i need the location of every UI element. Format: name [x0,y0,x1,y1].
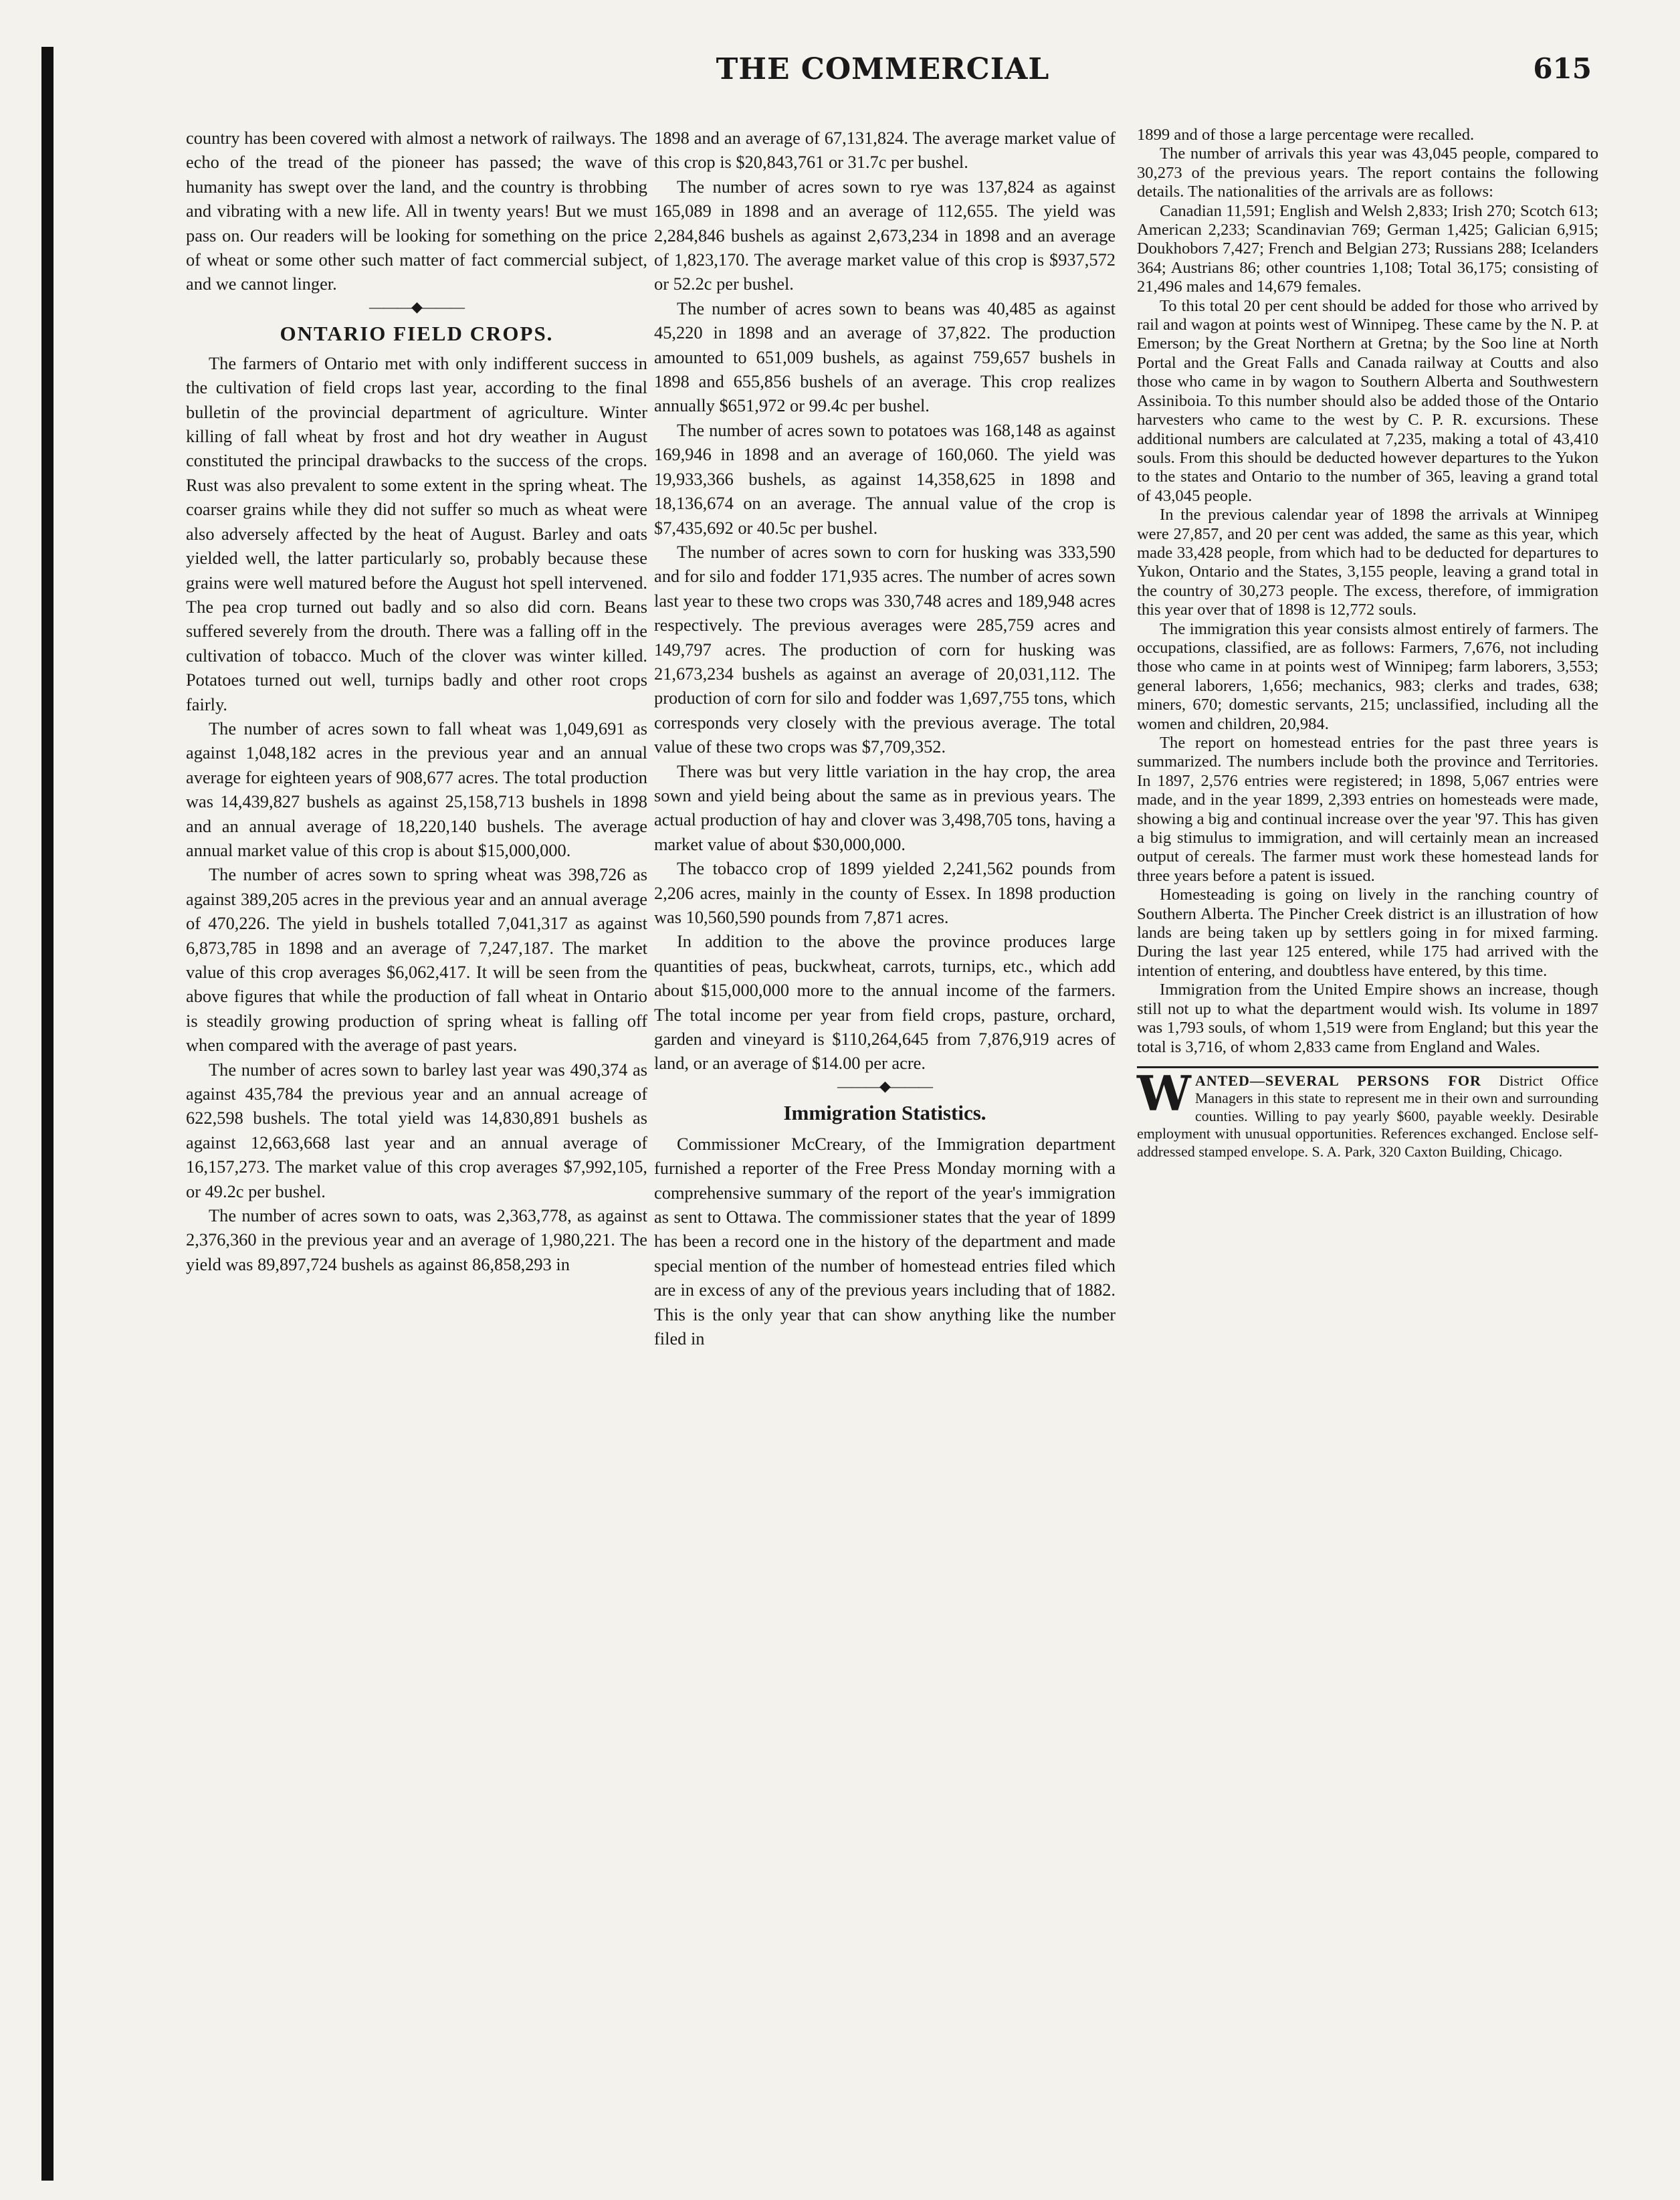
classified-advertisement [1137,1066,1598,1161]
paragraph: Immigration from the United Empire shows an increase, though still not up to what the department would wish. Its volume in 1897 was 1,793 souls, of whom 1,519 were from England; but this year the total is 3,716, of whom 2,833 came from England and Wales. [1137,981,1598,1056]
paragraph: The number of acres sown to barley last year was 490,374 as against 435,784 the previous year and an annual acreage of 622,598 bushels. The total yield was 14,830,891 bushels as against 12,663,668 last year and an annual average of 16,157,273. The market value of this crop averages $7,992,105, or 49.2c per bushel. [186,1059,647,1201]
binding-edge [41,47,54,2181]
paragraph: The tobacco crop of 1899 yielded 2,241,562 pounds from 2,206 acres, mainly in the county of Essex. In 1898 production was 10,560,590 pounds from 7,871 acres. [654,858,1116,927]
ad-drop-cap: W [1137,1064,1191,1122]
masthead: THE COMMERCIAL [716,52,1050,86]
article-heading-immigration-statistics: Immigration Statistics. [783,1100,986,1124]
page-header [174,52,1592,99]
paragraph: In the previous calendar year of 1898 the arrivals at Winnipeg were 27,857, and 20 per cent was added, the same as this year, which made 33,428 people, from which had to be deducted for departures to Yukon, Ontario and the States, 3,155 people, leaving a grand total in the country of 30,273 people. The excess, therefore, of immigration this year over that of 1898 is 12,772 souls. [1137,506,1598,619]
paragraph: 1898 and an average of 67,131,824. The average market value of this crop is $20,843,761 or 31.7c per bushel. [654,128,1116,173]
paragraph: The report on homestead entries for the past three years is summarized. The numbers include both the province and Territories. In 1897, 2,576 entries were registered; in 1898, 5,067 entries were made, and in the year 1899, 2,393 entries on homesteads were made, showing a big and continual increase over the year '97. This has given a big stimulus to immigration, and will certainly mean an increased output of cereals. The farmer must work these homestead lands for three years before a patent is issued. [1137,734,1598,885]
paragraph: Homesteading is going on lively in the ranching country of Southern Alberta. The Pincher Creek district is an illustration of how lands are being taken up by settlers going in for mixed farming. During the last year 125 entered, while 175 had arrived with the intention of entering, and doubtless have entered, by this time. [1137,886,1598,980]
paragraph: 1899 and of those a large percentage were recalled. [1137,126,1475,144]
paragraph: The number of acres sown to beans was 40,485 as against 45,220 in 1898 and an average of 37,822. The production amounted to 651,009 bushels, as against 759,657 bushels in 1898 and 655,856 bushels of an average. This crop realizes annually $651,972 or 99.4c per bushel. [654,298,1116,416]
ad-body: District Office Managers in this state to represent me in their own and surrounding counties. Willing to pay yearly $600, payable weekly. Desirable employment with unusual opportunities. References exchanged. Enclose self-addressed stamped envelope. S. A. Park, 320 Caxton Building, Chicago. [1137,1072,1598,1160]
paragraph: The farmers of Ontario met with only indifferent success in the cultivation of field crops last year, according to the final bulletin of the provincial department of agriculture. Winter killing of fall wheat by frost and hot dry weather in August constituted the principal drawbacks to the success of the crops. Rust was also prevalent to some extent in the spring wheat. The coarser grains while they did not suffer so much as wheat were also adversely affected by the heat of August. Barley and oats yielded well, the latter particularly so, probably because these grains were well matured before the August hot spell intervened. The pea crop turned out badly and so also did corn. Beans suffered severely from the drouth. There was a falling off in the cultivation of tobacco. Much of the clover was winter killed. Potatoes turned out well, turnips badly and other root crops fairly. [186,353,647,714]
paragraph: Canadian 11,591; English and Welsh 2,833; Irish 270; Scotch 613; American 2,233; Scandinavian 769; German 1,425; Galician 6,915; Doukhobors 7,427; French and Belgian 273; Russians 288; Icelanders 364; Austrians 86; other countries 1,108; Total 36,175; consisting of 21,496 males and 14,679 females. [1137,201,1598,296]
ad-headline: ANTED—SEVERAL PERSONS FOR [1194,1072,1481,1089]
paragraph: There was but very little variation in the hay crop, the area sown and yield being about the same as in previous years. The actual production of hay and clover was 3,498,705 tons, having a market value of about $30,000,000. [654,761,1116,854]
column-2 [654,126,1116,2159]
paragraph: The number of arrivals this year was 43,045 people, compared to 30,273 of the previous years. The report contains the following details. The nationalities of the arrivals are as follows: [1137,144,1598,201]
paragraph: The number of acres sown to potatoes was 168,148 as against 169,946 in 1898 and an average of 160,060. The yield was 19,933,366 bushels, as against 14,358,625 in 1898 and 18,136,674 on an average. The annual value of the crop is $7,435,692 or 40.5c per bushel. [654,419,1116,538]
paragraph: The number of acres sown to fall wheat was 1,049,691 as against 1,048,182 acres in the previous year and an annual average for eighteen years of 908,677 acres. The total production was 14,439,827 bushels as against 25,158,713 bushels in 1898 and an annual average of 18,220,140 bushels. The average annual market value of this crop is about $15,000,000. [186,718,647,860]
column-3 [1137,126,1598,2159]
column-1 [186,126,647,2159]
paragraph: Commissioner McCreary, of the Immigration department furnished a reporter of the Free Press Monday morning with a comprehensive summary of the report of the year's immigration as sent to Ottawa. The commissioner states that the year of 1899 has been a record one in the history of the department and made special mention of the number of homestead entries filed which are in excess of any of the previous years including that of 1882. This is the only year that can show anything like the number filed in [654,1133,1116,1349]
article-heading-ontario-field-crops: ONTARIO FIELD CROPS. [280,321,554,345]
page-number: 615 [1533,52,1592,85]
paragraph: The immigration this year consists almost entirely of farmers. The occupations, classified, are as follows: Farmers, 7,676, not including those who came in at points west of Winnipeg; farm laborers, 3,553; general laborers, 1,656; mechanics, 983; clerks and trades, 638; miners, 670; domestic servants, 215; unclassified, including all the women and children, 20,984. [1137,619,1598,733]
paragraph: To this total 20 per cent should be added for those who arrived by rail and wagon at points west of Winnipeg. These came by the N. P. at Emerson; by the Great Northern at Gretna; by the Soo line at North Portal and the Great Falls and Canada railway at Coutts and also those who came in by wagon to Southern Alberta and Southwestern Assiniboia. To this number should also be added those of the Ontario harvesters who came to the west by C. P. R. excursions. These additional numbers are calculated at 7,235, making a total of 43,410 souls. From this should be deducted however departures to the Yukon to the states and Ontario to the number of 365, leaving a grand total of 43,045 people. [1137,296,1598,505]
section-divider: ———◆——— [837,1077,932,1094]
section-divider: ———◆——— [369,298,464,315]
paragraph: In addition to the above the province produces large quantities of peas, buckwheat, carrots, turnips, etc., which add about $15,000,000 more to the annual income of the farmers. The total income per year from field crops, pasture, orchard, garden and vineyard is $110,264,645 from 7,876,919 acres of land, or an average of $14.00 per acre. [654,931,1116,1074]
paragraph: The number of acres sown to rye was 137,824 as against 165,089 in 1898 and an average of 112,655. The yield was 2,284,846 bushels as against 2,673,234 in 1898 and an average of 1,823,170. The average market value of this crop is $937,572 or 52.2c per bushel. [654,176,1116,294]
paragraph: The number of acres sown to oats, was 2,363,778, as against 2,376,360 in the previous year and an average of 1,980,221. The yield was 89,897,724 bushels as against 86,858,293 in [186,1205,647,1274]
paragraph: The number of acres sown to spring wheat was 398,726 as against 389,205 acres in the previous year and an annual average of 470,226. The yield in bushels totalled 7,041,317 as against 6,873,785 in 1898 and an average of 7,247,187. The market value of this crop averages $6,062,417. It will be seen from the above figures that while the production of fall wheat in Ontario is steadily growing production of spring wheat is falling off when compared with the average of past years. [186,864,647,1056]
paragraph: country has been covered with almost a network of railways. The echo of the tread of the pioneer has passed; the wave of humanity has swept over the land, and the country is throbbing and vibrating with a new life. All in twenty years! But we must pass on. Our readers will be looking for something on the price of wheat or some other such matter of fact commercial subject, and we cannot linger. [186,128,647,294]
paragraph: The number of acres sown to corn for husking was 333,590 and for silo and fodder 171,935 acres. The number of acres sown last year to these two crops was 330,748 acres and 189,948 acres respectively. The previous averages were 285,759 acres and 149,797 acres. The production of corn for husking was 21,673,234 bushels as against an average of 20,031,112. The production of corn for silo and fodder was 1,697,755 tons, which corresponds very closely with the previous average. The total value of these two crops was $7,709,352. [654,541,1116,757]
